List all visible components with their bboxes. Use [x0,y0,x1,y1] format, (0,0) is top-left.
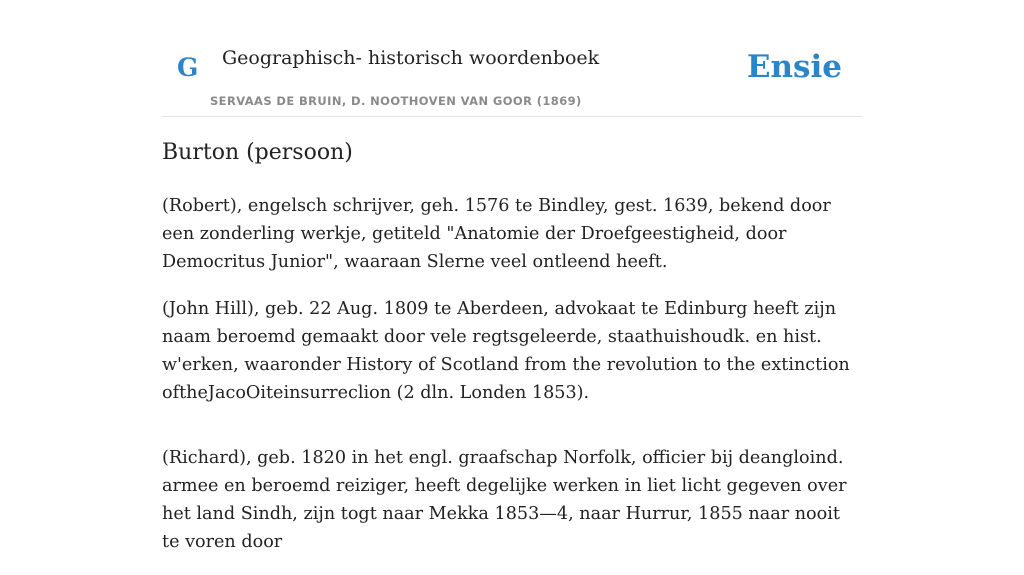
dictionary-logo-icon[interactable]: G [177,53,199,82]
header [162,0,862,117]
ensie-brand-logo[interactable]: Ensie [746,49,842,85]
book-title-link[interactable]: Geographisch- historisch woordenboek [222,47,600,69]
book-authors: SERVAAS DE BRUIN, D. NOOTHOVEN VAN GOOR (1869) [210,94,582,108]
entry-title: Burton (persoon) [162,140,353,165]
entry-paragraph-richard: (Richard), geb. 1820 in het engl. graafschap Norfolk, officier bij deangloind. armee en beroemd reiziger, heeft degelijke werken in liet licht gegeven over het land Sindh, zijn togt naar Mekka 1853—4, naar Hurrur, 1855 naar nooit te voren door [162,448,847,552]
content-container [162,0,862,552]
entry-body [162,192,862,575]
entry-paragraph-robert: (Robert), engelsch schrijver, geh. 1576 te Bindley, gest. 1639, bekend door een zonderling werkje, getiteld "Anatomie der Droefgeestigheid, door Democritus Junior", waaraan Slerne veel ontleend heeft. [162,196,831,272]
entry-paragraph-john-hill: (John Hill), geb. 22 Aug. 1809 te Aberdeen, advokaat te Edinburg heeft zijn naam beroemd gemaakt door vele regtsgeleerde, staathuishoudk. en hist. w'erken, waaronder History of Scotland from the revolution to the extinction oftheJacoOiteinsurreclion (2 dln. Londen 1853). [162,299,850,403]
